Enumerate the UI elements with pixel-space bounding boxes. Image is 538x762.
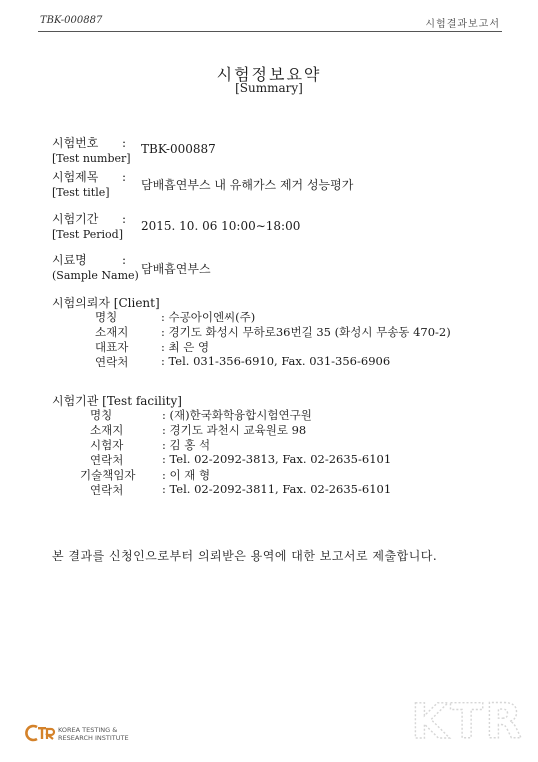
label-ko: 시료명 [52, 253, 87, 267]
row-value: : Tel. 031-356-6910, Fax. 031-356-6906 [161, 354, 391, 368]
field-test-period-value: 2015. 10. 06 10:00∼18:00 [141, 219, 301, 233]
field-colon: : [122, 212, 127, 226]
header-doc-id: TBK-000887 [40, 15, 103, 26]
label-ko: 시험제목 [52, 170, 99, 184]
row-value: : 경기도 과천시 교육원로 98 [162, 423, 307, 437]
field-test-number-value: TBK-000887 [141, 142, 216, 156]
row-label: 연락처 [95, 355, 129, 369]
row-label: 명칭 [95, 310, 118, 324]
field-test-title-value: 담배흡연부스 내 유해가스 제거 성능평가 [141, 178, 354, 192]
row-value: : Tel. 02-2092-3811, Fax. 02-2635-6101 [162, 482, 392, 496]
facility-heading: 시험기관 [Test facility] [52, 394, 182, 408]
row-value: : (재)한국화학융합시험연구원 [162, 408, 312, 422]
row-value: : Tel. 02-2092-3813, Fax. 02-2635-6101 [162, 452, 392, 466]
submission-statement: 본 결과를 신청인으로부터 의뢰받은 용역에 대한 보고서로 제출합니다. [52, 549, 438, 563]
row-label: 명칭 [90, 408, 113, 422]
label-ko: 시험기간 [52, 212, 99, 226]
field-colon: : [122, 136, 127, 150]
label-en: (Sample Name) [52, 269, 139, 282]
org-name-line2: RESEARCH INSTITUTE [58, 734, 129, 742]
watermark-text: KTR [411, 694, 524, 750]
field-test-title-label [52, 170, 110, 200]
label-en: [Test title] [52, 186, 110, 199]
ktr-logo-icon [28, 724, 56, 742]
header-doc-type: 시험결과보고서 [425, 19, 500, 30]
row-label: 연락처 [90, 483, 124, 497]
row-label: 대표자 [95, 340, 129, 354]
row-label: 연락처 [90, 453, 124, 467]
org-name [58, 726, 129, 742]
org-name-line1: KOREA TESTING & [58, 726, 118, 734]
field-test-period-label [52, 212, 123, 242]
page-title: 시험정보요약 [216, 65, 322, 84]
field-sample-name-value: 담배흡연부스 [141, 262, 211, 276]
row-label: 소재지 [90, 423, 124, 437]
page-subtitle: [Summary] [235, 81, 303, 95]
label-ko: 시험번호 [52, 136, 99, 150]
row-label: 소재지 [95, 325, 129, 339]
row-value: : 이 재 형 [162, 468, 211, 482]
field-colon: : [122, 253, 127, 267]
row-value: : 김 홍 석 [162, 438, 211, 452]
row-value: : 수공아이엔씨(주) [161, 310, 256, 324]
row-value: : 최 은 영 [161, 340, 210, 354]
field-colon: : [122, 170, 127, 184]
header-divider [38, 31, 502, 32]
client-heading: 시험의뢰자 [Client] [52, 296, 160, 310]
field-test-number-label [52, 136, 131, 166]
row-label: 기술책임자 [80, 468, 136, 482]
row-value: : 경기도 화성시 무하로36번길 35 (화성시 무송동 470-2) [161, 325, 451, 339]
label-en: [Test number] [52, 152, 131, 165]
row-label: 시험자 [90, 438, 124, 452]
ktr-watermark [405, 680, 524, 750]
label-en: [Test Period] [52, 228, 123, 241]
